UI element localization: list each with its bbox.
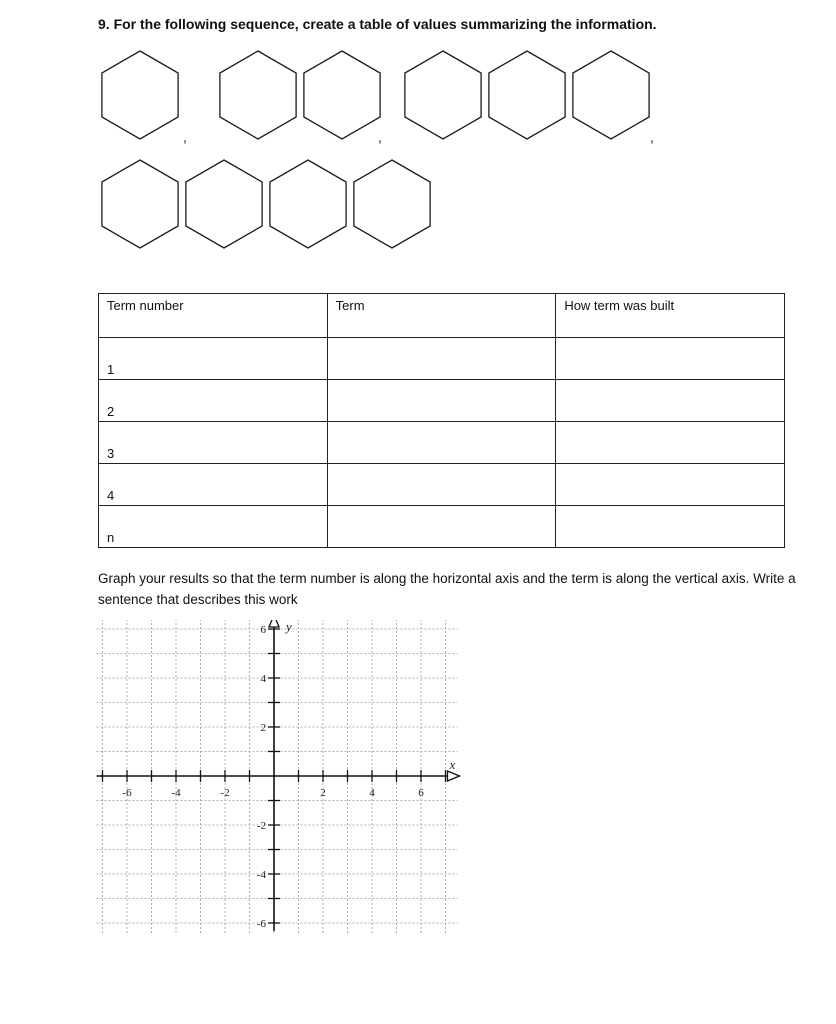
- y-tick-label: -6: [256, 918, 266, 930]
- hexagon: [405, 51, 481, 139]
- x-tick-label: 6: [418, 787, 424, 799]
- y-tick-label: 6: [260, 624, 266, 636]
- table-row: [99, 380, 785, 422]
- header-term: Term: [327, 294, 556, 338]
- cell-how-built[interactable]: [556, 422, 785, 464]
- graph-instructions: Graph your results so that the term number is along the horizontal axis and the term is along the vertical axis. Write a sentence that describes this work: [98, 571, 796, 607]
- x-tick-label: -6: [122, 787, 132, 799]
- hexagon: [220, 51, 296, 139]
- hexagon: [102, 51, 178, 139]
- cell-term-number: 3: [99, 422, 328, 464]
- question-text: 9. For the following sequence, create a table of values summarizing the information.: [98, 16, 657, 32]
- x-tick-label: 4: [369, 787, 375, 799]
- sequence-separator: ,: [183, 129, 187, 145]
- cell-how-built[interactable]: [556, 380, 785, 422]
- hexagon: [186, 160, 262, 248]
- hexagon: [304, 51, 380, 139]
- x-tick-label: -2: [220, 787, 230, 799]
- y-tick-label: -2: [256, 820, 266, 832]
- sequence-term: [405, 51, 649, 139]
- y-tick-label: 4: [260, 673, 266, 685]
- values-table: [98, 293, 785, 548]
- coordinate-grid[interactable]: [96, 620, 466, 945]
- table-row: [99, 464, 785, 506]
- table-row: [99, 506, 785, 548]
- sequence-separator: ,: [650, 129, 654, 145]
- hexagon: [573, 51, 649, 139]
- sequence-separator: ,: [378, 129, 382, 145]
- x-tick-label: -4: [171, 787, 181, 799]
- cell-term[interactable]: [327, 380, 556, 422]
- cell-how-built[interactable]: [556, 338, 785, 380]
- y-tick-label: 2: [260, 722, 266, 734]
- hexagon: [270, 160, 346, 248]
- x-axis-label: x: [449, 757, 456, 772]
- y-axis-label: y: [286, 620, 292, 634]
- cell-term[interactable]: [327, 464, 556, 506]
- sequence-term: [102, 51, 178, 139]
- grid-lines: [96, 620, 458, 935]
- sequence-term: [220, 51, 380, 139]
- cell-term-number: 2: [99, 380, 328, 422]
- sequence-term: [102, 160, 430, 248]
- cell-term[interactable]: [327, 422, 556, 464]
- table-header-row: [99, 294, 785, 338]
- hexagon: [354, 160, 430, 248]
- cell-how-built[interactable]: [556, 506, 785, 548]
- y-axis-arrow-icon: [269, 620, 279, 627]
- y-tick-label: -4: [256, 869, 266, 881]
- hexagon: [102, 160, 178, 248]
- cell-term-number: 4: [99, 464, 328, 506]
- table-row: [99, 422, 785, 464]
- header-how-built: How term was built: [556, 294, 785, 338]
- cell-how-built[interactable]: [556, 464, 785, 506]
- hexagon-sequence: [0, 50, 836, 250]
- header-term-number: Term number: [99, 294, 328, 338]
- x-tick-label: 2: [320, 787, 326, 799]
- table-row: [99, 338, 785, 380]
- x-axis-arrow-icon: [448, 771, 460, 781]
- cell-term[interactable]: [327, 338, 556, 380]
- hexagon: [489, 51, 565, 139]
- cell-term-number: n: [99, 506, 328, 548]
- cell-term[interactable]: [327, 506, 556, 548]
- cell-term-number: 1: [99, 338, 328, 380]
